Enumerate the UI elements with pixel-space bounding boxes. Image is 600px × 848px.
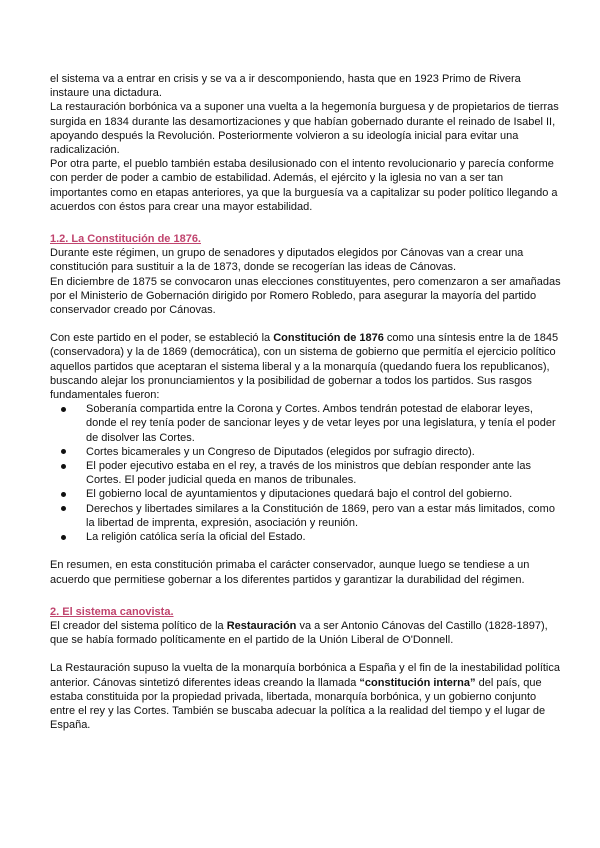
bullet-icon [61, 535, 66, 540]
canovista-p1-text-after: va a ser Antonio Cánovas del Castillo (1828-1897), que se había formado políticamente en el partido de la Unión Liberal de O'Donnell. [50, 619, 548, 647]
intro-paragraph-1: el sistema va a entrar en crisis y se va a ir descomponiendo, hasta que en 1923 Primo de Rivera instaure una dictadura. [50, 73, 521, 100]
constitucion-p3-bold: Constitución de 1876 [273, 332, 384, 345]
constitucion-paragraph-1: Durante este régimen, un grupo de senadores y diputados elegidos por Cánovas van a crear una constitución para sustituir a la de 1873, donde se recogerían las ideas de Cánovas. [50, 247, 524, 274]
bullet-icon [61, 449, 66, 454]
intro-paragraph-2: La restauración borbónica va a suponer una vuelta a la hegemonía burguesa y de propietarios de tierras surgida en 1834 durante las desamortizaciones y que habían gobernado durante el reinado de Isabel II, apoyando después la Revolución. Posteriormente volvieron a su ideología inicial para evitar una radicalización. [50, 101, 559, 157]
section-heading-sistema-canovista: 2. El sistema canovista. [50, 605, 174, 618]
list-item [50, 530, 562, 544]
spacer [50, 647, 562, 661]
bullet-icon [61, 464, 66, 469]
canovista-paragraph-1 [50, 619, 562, 647]
constitucion-paragraph-3 [50, 331, 562, 402]
canovista-p1-text-before: El creador del sistema político de la [50, 619, 227, 632]
list-item [50, 459, 562, 487]
spacer [50, 544, 562, 558]
list-item-text: Soberanía compartida entre la Corona y Cortes. Ambos tendrán potestad de elaborar leyes, donde el rey tenía poder de sancionar leyes y de vetar leyes por una legislatura, y tenía el poder de disolver las Cortes. [86, 403, 556, 444]
list-item [50, 502, 562, 530]
list-item [50, 445, 562, 459]
list-item-text: El gobierno local de ayuntamientos y diputaciones quedará bajo el control del gobierno. [86, 488, 513, 501]
spacer [50, 587, 562, 605]
canovista-p1-bold: Restauración [226, 619, 297, 632]
bullet-icon [61, 492, 66, 497]
list-item-text: Derechos y libertades similares a la Constitución de 1869, pero van a estar más limitados, como la libertad de imprenta, expresión, asociación y reunión. [86, 502, 555, 529]
list-item [50, 402, 562, 445]
bullet-icon [61, 506, 66, 511]
canovista-p2-text-before: La Restauración supuso la vuelta de la monarquía borbónica a España y el fin de la inestabilidad política anterior. Cánovas sintetizó diferentes ideas creando la llamada [50, 662, 560, 689]
section-heading-constitucion-1876: 1.2. La Constitución de 1876. [50, 233, 201, 246]
intro-paragraph-3: Por otra parte, el pueblo también estaba desilusionado con el intento revolucionario y parecía conforme con perder de poder a cambio de estabilidad. Además, el ejército y la iglesia no van a ser tan importantes como en etapas anteriores, ya que la burguesía va a capitalizar su poder político llegando a acuerdos con éstos para crear una mayor estabilidad. [50, 158, 558, 213]
document-page [50, 72, 562, 732]
canovista-paragraph-2 [50, 661, 562, 732]
list-item-text: La religión católica sería la oficial del Estado. [86, 531, 306, 544]
list-item-text: El poder ejecutivo estaba en el rey, a través de los ministros que debían responder ante las Cortes. El poder judicial queda en manos de tribunales. [86, 460, 531, 487]
spacer [50, 214, 562, 232]
constitucion-paragraph-2: En diciembre de 1875 se convocaron unas elecciones constituyentes, pero comenzaron a ser amañadas por el Ministerio de Gobernación dirigido por Romero Robledo, para asegurar la mayoría del partido conservador creado por Cánovas. [50, 275, 561, 317]
bullet-icon [61, 407, 66, 412]
list-item-text: Cortes bicamerales y un Congreso de Diputados (elegidos por sufragio directo). [86, 445, 475, 458]
rasgos-list [50, 402, 562, 544]
constitucion-p3-text-before: Con este partido en el poder, se estableció la [50, 332, 274, 345]
constitucion-summary: En resumen, en esta constitución primaba el carácter conservador, aunque luego se tendiese a un acuerdo que permitiese gobernar a los diferentes partidos y garantizar la durabilidad del régimen. [50, 559, 530, 586]
spacer [50, 317, 562, 331]
list-item [50, 487, 562, 501]
canovista-p2-bold: “constitución interna” [359, 676, 476, 689]
canovista-p2-text-after: del país, que estaba constituida por la propiedad privada, libertada, monarquía borbónica, y un gobierno conjunto entre el rey y las Cortes. También se buscaba adecuar la política a la realidad del tiempo y el lugar de España. [50, 676, 546, 732]
constitucion-p3-text-after: como una síntesis entre la de 1845 (conservadora) y la de 1869 (democrática), con un sistema de gobierno que permitía el ejercicio político aquellos partidos que aceptaran el sistema liberal y a la monarquía (quedando fuera los republicanos), buscando alejar los pronunciamientos y la posibilidad de gobernar a todos los partidos. Sus rasgos fundamentales fueron: [50, 332, 559, 402]
